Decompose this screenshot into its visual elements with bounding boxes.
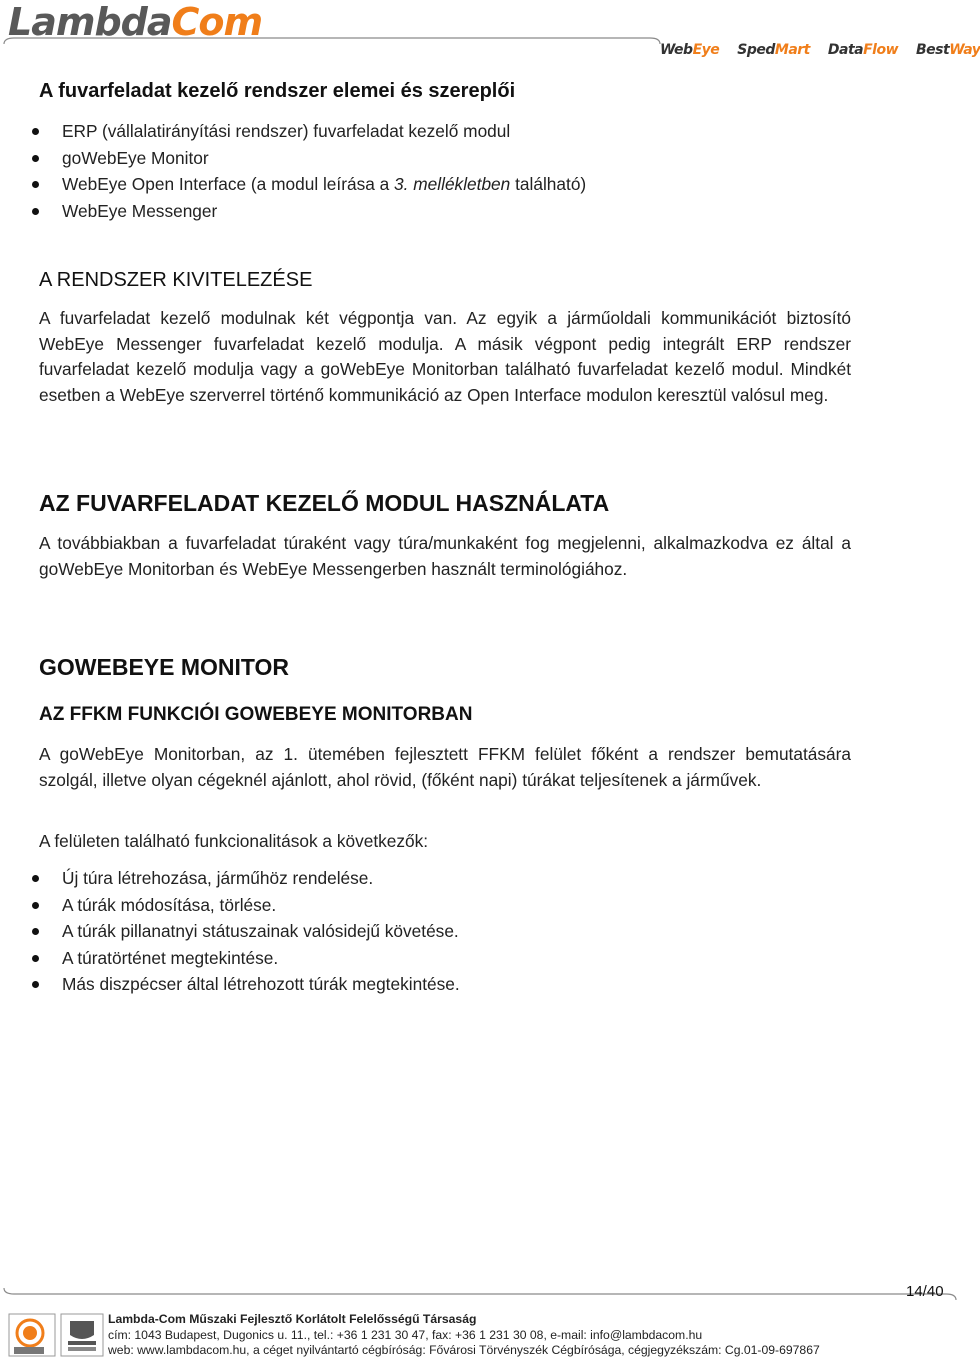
footer-contact [108,1312,820,1359]
section-title-elements: A fuvarfeladat kezelő rendszer elemei és szereplői [39,80,516,102]
list-item: A túratörténet megtekintése. [0,945,860,972]
brand-webeye: WebEye [660,42,720,58]
list-item: Új túra létrehozása, járműhöz rendelése. [0,865,860,892]
section-title-module-usage: AZ FUVARFELADAT KEZELŐ MODUL HASZNÁLATA [39,490,610,516]
subsection-title-ffkm: AZ FFKM FUNKCIÓI GOWEBEYE MONITORBAN [39,704,473,725]
ffkm-paragraph: A goWebEye Monitorban, az 1. ütemében fejlesztett FFKM felület főként a rendszer bemutatására szolgál, illetve olyan cégeknél ajánlott, ahol rövid, (főként napi) túrákat teljesítenek a járművek. [39,744,851,790]
functions-list [0,865,860,998]
section-title-implementation: A RENDSZER KIVITELEZÉSE [39,269,313,291]
list-item: A túrák módosítása, törlése. [0,892,860,919]
logo-text-com: Com [171,0,263,44]
module-usage-paragraph: A továbbiakban a fuvarfeladat túraként vagy túra/munkaként fog megjelenni, alkalmazkodva ez által a goWebEye Monitorban és WebEye Messengerben használt terminológiához. [39,533,851,579]
footer-address: cím: 1043 Budapest, Dugonics u. 11., tel.: +36 1 231 30 47, fax: +36 1 231 30 08, e-mail: info@lambdacom.hu [108,1327,703,1342]
brand-spedmart: SpedMart [737,42,810,58]
logo-text-lambda: Lambda [8,0,172,44]
brand-dataflow: DataFlow [827,42,899,58]
functions-intro: A felületen található funkcionalitások a következők: [39,831,429,851]
ukas-certification-icon [60,1313,104,1357]
brand-bestway: BestWay [916,42,980,58]
certification-logos [8,1313,104,1357]
footer-divider-line [0,1278,960,1308]
brand-list [660,42,980,58]
page-number: 14/40 [906,1283,944,1300]
footer-company-name: Lambda-Com Műszaki Fejlesztő Korlátolt Felelősségű Társaság [108,1312,477,1326]
list-item: WebEye Messenger [0,198,860,225]
elements-list [0,118,860,224]
sgs-certification-icon [8,1313,56,1357]
footer-web: web: www.lambdacom.hu, a céget nyilvántartó cégbíróság: Fővárosi Törvényszék Cégbírósága, cégjegyzékszám: Cg.01-09-697867 [108,1343,820,1357]
list-item: goWebEye Monitor [0,145,860,172]
implementation-paragraph: A fuvarfeladat kezelő modulnak két végpontja van. Az egyik a járműoldali kommunikációt biztosító WebEye Messenger fuvarfeladat kezelő modulja. A másik végpont pedig integrált ERP rendszer fuvarfeladat kezelő modulja vagy a goWebEye Monitorban található fuvarfeladat kezelő modul. Mindkét esetben a WebEye szerverrel történő kommunikáció az Open Interface modulon keresztül valósul meg. [39,308,851,405]
list-item: A túrák pillanatnyi státuszainak valósidejű követése. [0,918,860,945]
section-title-gowebeye-monitor: GOWEBEYE MONITOR [39,654,290,680]
list-item: ERP (vállalatirányítási rendszer) fuvarfeladat kezelő modul [0,118,860,145]
list-item: WebEye Open Interface (a modul leírása a 3. mellékletben található) [0,171,860,198]
list-item: Más diszpécser által létrehozott túrák megtekintése. [0,971,860,998]
